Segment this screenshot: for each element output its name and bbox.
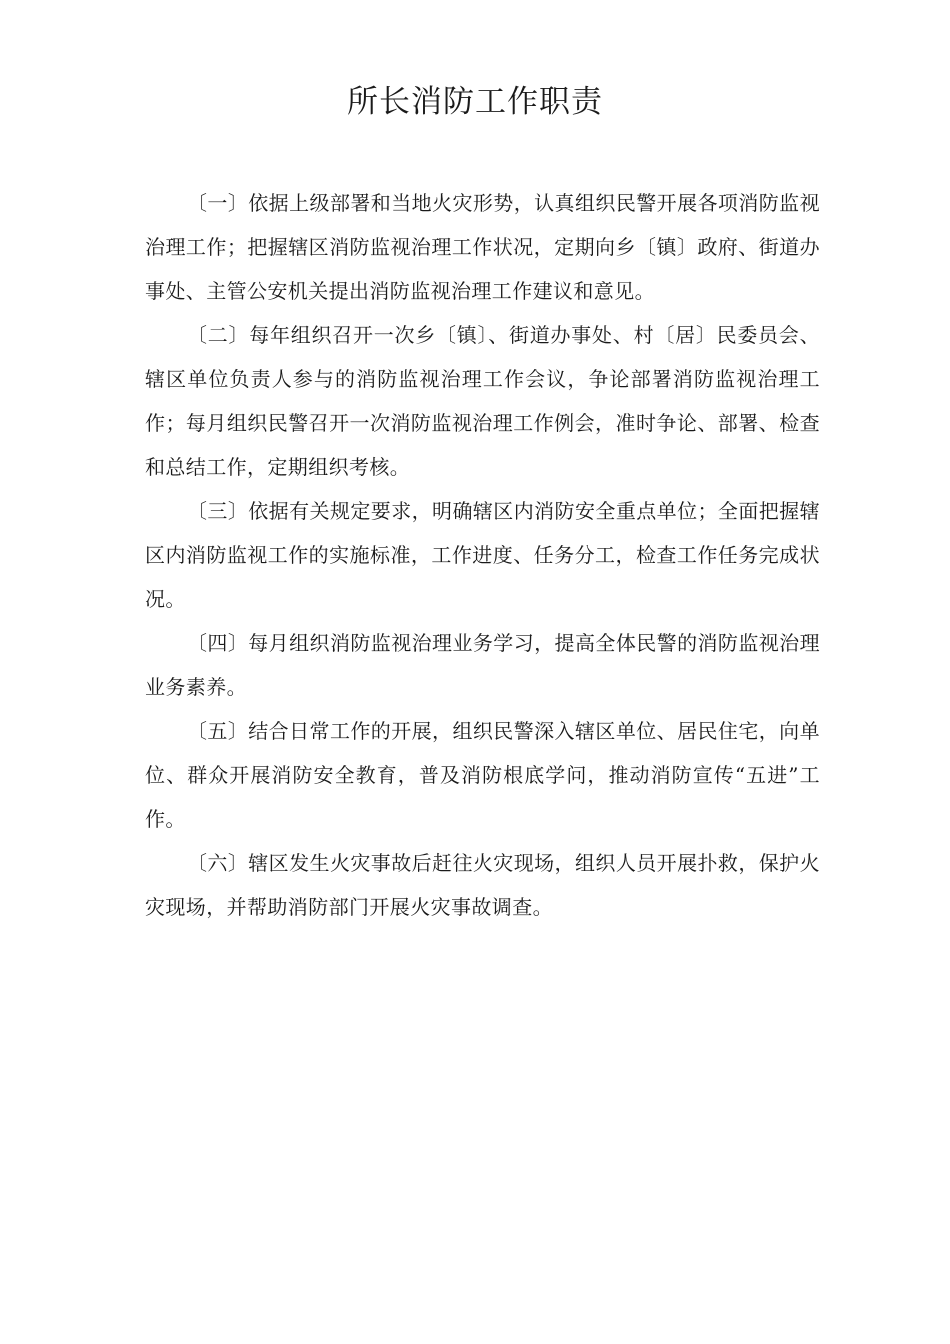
document-title: 所长消防工作职责 bbox=[347, 84, 603, 120]
paragraph-4: 〔四〕每月组织消防监视治理业务学习，提高全体民警的消防监视治理业务素养。 bbox=[145, 631, 820, 699]
paragraph-1: 〔一〕依据上级部署和当地火灾形势，认真组织民警开展各项消防监视治理工作；把握辖区消防监视治理工作状况，定期向乡〔镇〕政府、街道办事处、主管公安机关提出消防监视治理工作建议和意见。 bbox=[145, 191, 820, 303]
paragraph-6: 〔六〕辖区发生火灾事故后赶往火灾现场，组织人员开展扑救，保护火灾现场，并帮助消防部门开展火灾事故调查。 bbox=[145, 851, 820, 919]
paragraph-2: 〔二〕每年组织召开一次乡〔镇〕、街道办事处、村〔居〕民委员会、辖区单位负责人参与的消防监视治理工作会议，争论部署消防监视治理工作；每月组织民警召开一次消防监视治理工作例会，准时争论、部署、检查和总结工作，定期组织考核。 bbox=[145, 323, 820, 479]
document-body bbox=[145, 181, 820, 929]
paragraph-3: 〔三〕依据有关规定要求，明确辖区内消防安全重点单位；全面把握辖区内消防监视工作的实施标准，工作进度、任务分工，检查工作任务完成状况。 bbox=[145, 499, 820, 611]
paragraph-5: 〔五〕结合日常工作的开展，组织民警深入辖区单位、居民住宅，向单位、群众开展消防安全教育，普及消防根底学问，推动消防宣传“五进”工作。 bbox=[145, 719, 820, 831]
